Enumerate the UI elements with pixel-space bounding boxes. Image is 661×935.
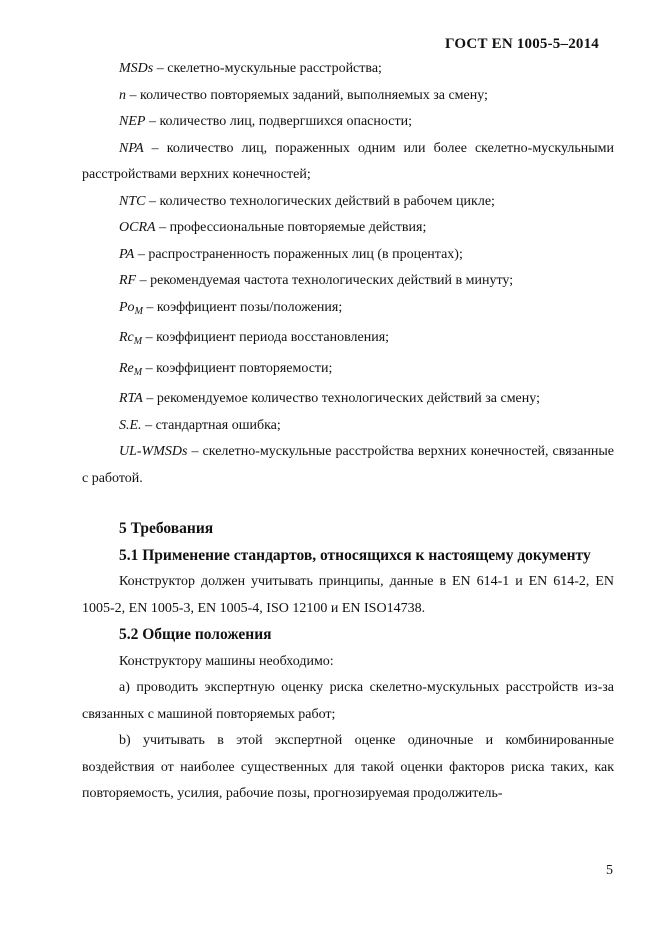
definition-ul-wmsds: [82, 439, 614, 492]
term-subscript: M: [133, 366, 143, 378]
definition-rem: [82, 356, 614, 387]
term-subscript: M: [133, 336, 143, 347]
term-description: – коэффициент повторяемости;: [142, 360, 333, 376]
section-5-heading: 5 Требования: [119, 520, 214, 537]
section-5-1-paragraph: Конструктор должен учитывать принципы, данные в EN 614-1 и EN 614-2, EN 1005-2, EN 1005-3, EN 1005-4, ISO 12100 и EN ISO14738.: [82, 574, 614, 616]
term-description: – коэффициент позы/положения;: [142, 299, 343, 315]
term: RTA: [119, 391, 143, 406]
definition-pom: [82, 295, 614, 326]
page-number: 5: [606, 863, 613, 878]
section-5-2-intro: Конструктору машины необходимо:: [119, 653, 334, 669]
definition-nep: [82, 109, 614, 136]
term: Rc: [119, 330, 134, 345]
term-description: – скелетно-мускульные расстройства;: [153, 61, 382, 76]
document-header: ГОСТ EN 1005-5–2014: [445, 36, 599, 52]
definition-se: [82, 413, 614, 440]
term-description: – количество лиц, пораженных одним или более скелетно-мускульными расстройствами верхних конечностей;: [82, 140, 614, 182]
term-description: – коэффициент периода восстановления;: [142, 330, 390, 345]
list-item-a: а) проводить экспертную оценку риска скелетно-мускульных расстройств из-за связанных с машиной повторяемых работ;: [82, 680, 614, 722]
definition-rcm: [82, 325, 614, 356]
term: n: [119, 87, 126, 103]
page-body: [82, 56, 614, 808]
term-description: – профессиональные повторяемые действия;: [155, 220, 427, 235]
term-description: – распространенность пораженных лиц (в процентах);: [134, 246, 463, 262]
term: PA: [119, 246, 135, 262]
term-description: – рекомендуемая частота технологических действий в минуту;: [136, 273, 514, 288]
term-description: – количество повторяемых заданий, выполняемых за смену;: [126, 87, 488, 103]
definition-n: [82, 83, 614, 110]
term: MSDs: [119, 61, 154, 76]
term: Po: [119, 299, 135, 315]
term: NTC: [119, 193, 146, 209]
term: NPA: [119, 140, 144, 156]
section-5-2-heading: 5.2 Общие положения: [119, 626, 272, 643]
term: UL-WMSDs: [119, 444, 188, 459]
term-description: – количество технологических действий в рабочем цикле;: [145, 193, 495, 209]
definition-ocra: [82, 215, 614, 242]
definition-msds: [82, 56, 614, 83]
definition-pa: [82, 242, 614, 269]
definition-ntc: [82, 189, 614, 216]
term: Re: [119, 360, 134, 376]
section-gap: [82, 492, 614, 516]
list-item-b: b) учитывать в этой экспертной оценке одиночные и комбинированные воздействия от наиболее существенных для такой оценки факторов риска таких, как повторяемость, усилия, рабочие позы, прогнозируемая продолжитель-: [82, 733, 614, 801]
definition-rf: [82, 268, 614, 295]
term-subscript: M: [134, 305, 143, 317]
definition-rta: [82, 386, 614, 413]
term: OCRA: [119, 220, 156, 235]
term: NEP: [119, 114, 146, 129]
term-description: – скелетно-мускульные расстройства верхних конечностей, связанные с работой.: [82, 444, 614, 486]
term: RF: [119, 273, 137, 288]
term-description: – рекомендуемое количество технологических действий за смену;: [142, 391, 540, 406]
term-description: – количество лиц, подвергшихся опасности;: [145, 114, 412, 129]
term-description: – стандартная ошибка;: [141, 417, 281, 433]
section-5-1-heading: 5.1 Применение стандартов, относящихся к настоящему документу: [119, 546, 591, 564]
definition-npa: [82, 136, 614, 189]
term: S.E.: [119, 417, 142, 433]
